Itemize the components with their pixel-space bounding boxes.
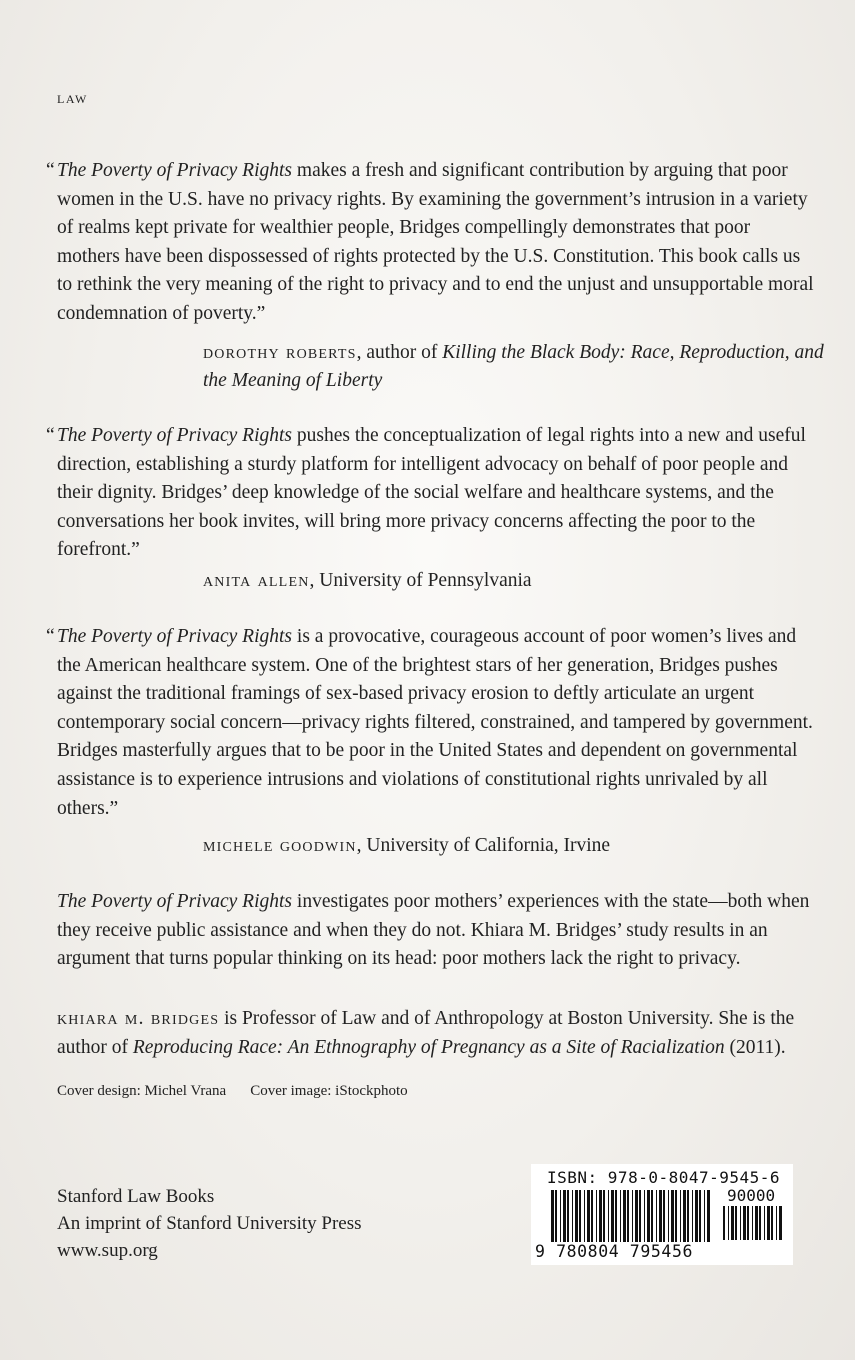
bio-author-name: khiara m. bridges [57,1007,220,1029]
quote-author-affiliation: , University of Pennsylvania [309,570,532,591]
quote-book-title: The Poverty of Privacy Rights [57,626,293,647]
blurb-quote-2 [46,422,817,565]
barcode-bar [671,1190,674,1242]
publisher-url: www.sup.org [57,1240,158,1261]
barcode-bar [627,1190,629,1242]
barcode-bar [723,1206,725,1240]
quote-attribution-1 [203,338,833,395]
barcode-bar [651,1190,653,1242]
barcode-bar [680,1190,681,1242]
cover-image-credit: Cover image: iStockphoto [250,1083,408,1099]
barcode-bar [687,1190,689,1242]
quote-attribution-2 [203,566,532,595]
quote-author-work: Killing the Black Body: Race, Reproduction, and the Meaning of Liberty [203,342,824,391]
blurb-quote-1 [46,157,817,329]
barcode-bar [731,1206,734,1240]
barcode-digits: 9 780804 795456 [535,1242,694,1261]
barcode-bar [596,1190,597,1242]
barcode-bar [699,1190,701,1242]
barcode-bar [632,1190,633,1242]
barcode-bar [695,1190,698,1242]
cover-credits [57,1083,432,1100]
barcode-bar [735,1206,737,1240]
barcode-bar [608,1190,609,1242]
barcode-bar [743,1206,746,1240]
book-description [57,888,817,974]
bio-text: is Professor of Law and of Anthropology at Boston University. She is the author of [57,1008,795,1058]
quote-author-affiliation: , University of California, Irvine [356,835,611,856]
publisher-parent: An imprint of Stanford University Press [57,1213,362,1234]
price-code: 90000 [727,1186,776,1205]
barcode-bar [560,1190,561,1242]
open-quote-mark: “ [46,626,55,647]
barcode-bar [776,1206,777,1240]
barcode-bar [579,1190,581,1242]
bio-book-title: Reproducing Race: An Ethnography of Pregnancy as a Site of Racialization [132,1036,725,1058]
barcode-bar [675,1190,677,1242]
quote-author-name: anita allen [203,569,310,591]
quote-text: pushes the conceptualization of legal rights into a new and useful direction, establishing a sturdy platform for intelligent advocacy on behalf of poor people and their dignity. Bridges’ deep knowledge of the social welfare and healthcare systems, and the conversations her book invites, will bring more privacy concerns affecting the poor to the forefront.” [57,425,806,561]
ean-barcode-bars [551,1190,711,1246]
barcode-bar [620,1190,621,1242]
publisher-info [57,1183,362,1264]
barcode-bar [728,1206,729,1240]
bio-year: (2011). [724,1036,786,1058]
barcode-bar [704,1190,705,1242]
barcode-bar [647,1190,650,1242]
cover-design-credit: Cover design: Michel Vrana [57,1083,227,1099]
description-text: investigates poor mothers’ experiences with the state—both when they receive public assistance and when they do not. Khiara M. Bridges’ study results in an argument that turns popular thinking on its head: poor mothers lack the right to privacy. [57,891,810,970]
barcode-bar [755,1206,758,1240]
author-bio [57,1004,817,1062]
barcode-bar [779,1206,782,1240]
isbn-barcode [531,1164,793,1265]
barcode-bar [563,1190,566,1242]
barcode-bar [747,1206,749,1240]
quote-book-title: The Poverty of Privacy Rights [57,160,293,181]
price-barcode-bars [723,1206,783,1246]
quote-author-prefix: , author of [356,342,443,363]
barcode-bar [611,1190,614,1242]
barcode-bar [764,1206,765,1240]
barcode-bar [572,1190,573,1242]
barcode-bar [591,1190,593,1242]
barcode-bar [635,1190,638,1242]
barcode-bar [584,1190,585,1242]
quote-attribution-3 [203,831,610,860]
blurb-quote-3 [46,623,817,823]
open-quote-mark: “ [46,425,55,446]
quote-text: makes a fresh and significant contribution by arguing that poor women in the U.S. have no privacy rights. By examining the government’s intrusion in a variety of realms kept private for wealthier people, Bridges compellingly demonstrates that poor mothers have been dispossessed of rights protected by the U.S. Constitution. This book calls us to rethink the very meaning of the right to privacy and to end the unjust and unsupportable moral condemnation of poverty.” [57,160,814,324]
barcode-bar [587,1190,590,1242]
barcode-bar [575,1190,578,1242]
barcode-bar [567,1190,569,1242]
category-label: LAW [57,92,88,106]
barcode-bar [767,1206,770,1240]
quote-author-name: michele goodwin [203,834,357,856]
description-book-title: The Poverty of Privacy Rights [57,891,293,912]
barcode-bar [668,1190,669,1242]
barcode-bar [752,1206,753,1240]
barcode-bar [623,1190,626,1242]
barcode-bar [707,1190,710,1242]
barcode-bar [639,1190,641,1242]
barcode-bar [692,1190,693,1242]
barcode-bar [551,1190,554,1242]
barcode-bar [615,1190,617,1242]
barcode-bar [603,1190,605,1242]
quote-book-title: The Poverty of Privacy Rights [57,425,293,446]
barcode-bar [659,1190,662,1242]
barcode-bar [644,1190,645,1242]
publisher-imprint: Stanford Law Books [57,1186,215,1207]
barcode-bar [663,1190,665,1242]
barcode-bar [555,1190,557,1242]
barcode-bar [656,1190,657,1242]
quote-author-name: dorothy roberts [203,341,357,363]
isbn-label: ISBN: 978-0-8047-9545-6 [547,1168,781,1187]
open-quote-mark: “ [46,160,55,181]
barcode-bar [599,1190,602,1242]
barcode-bar [759,1206,761,1240]
barcode-bar [771,1206,773,1240]
barcode-bar [740,1206,741,1240]
quote-text: is a provocative, courageous account of poor women’s lives and the American healthcare system. One of the brightest stars of her generation, Bridges pushes against the traditional framings of sex-based privacy erosion to deftly articulate an urgent contemporary social concern—privacy rights filtered, constrained, and tampered by government. Bridges masterfully argues that to be poor in the United States and dependent on governmental assistance is to experience intrusions and violations of constitutional rights unrivaled by all others.” [57,626,813,819]
barcode-bar [683,1190,686,1242]
